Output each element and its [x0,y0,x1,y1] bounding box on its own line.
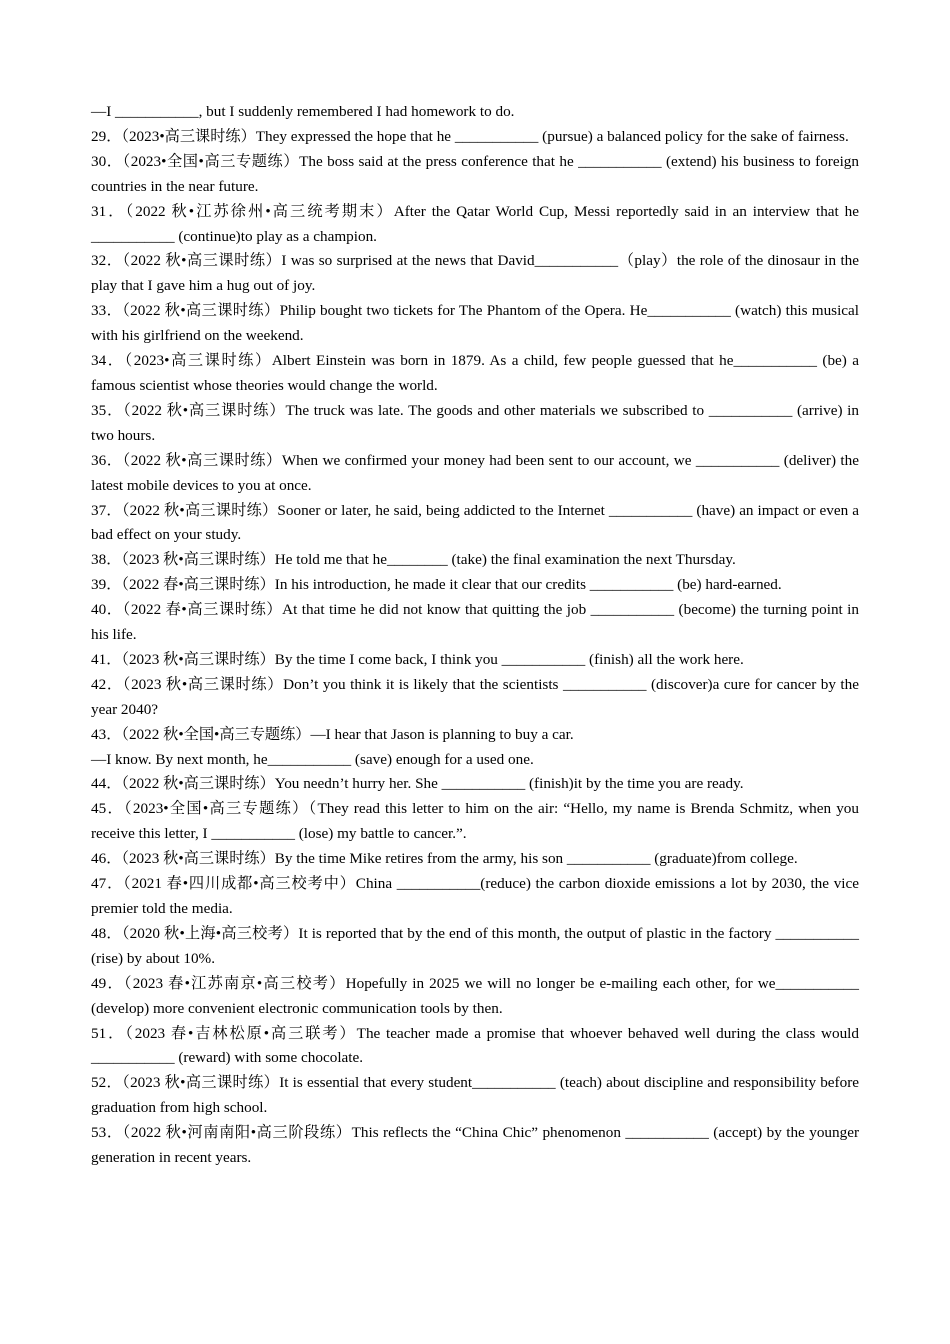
question-53: 53．（2022 秋•河南南阳•高三阶段练）This reflects the “China Chic” phenomenon ___________ (accept) by the younger generation in recent years. [91,1124,859,1167]
question-29: 29．（2023•高三课时练）They expressed the hope that he ___________ (pursue) a balanced policy for the sake of fairness. [91,127,849,145]
question-39: 39．（2022 春•高三课时练）In his introduction, he made it clear that our credits ___________ (be) hard-earned. [91,576,782,594]
question-36: 36．（2022 秋•高三课时练）When we confirmed your money had been sent to our account, we ___________ (deliver) the latest mobile devices to you at once. [91,451,859,494]
question-31: 31．（2022 秋•江苏徐州•高三统考期末）After the Qatar World Cup, Messi reportedly said in an interview that he ___________ (continue)to play as a champion. [91,202,859,245]
question-37: 37．（2022 秋•高三课时练）Sooner or later, he said, being addicted to the Internet ___________ (have) an impact or even a bad effect on your study. [91,501,859,544]
question-34: 34．（2023•高三课时练）Albert Einstein was born in 1879. As a child, few people guessed that he___________ (be) a famous scientist whose theories would change the world. [91,352,859,394]
question-33: 33．（2022 秋•高三课时练）Philip bought two tickets for The Phantom of the Opera. He___________ (watch) this musical with his girlfriend on the weekend. [91,302,859,345]
question-30: 30．（2023•全国•高三专题练）The boss said at the press conference that he ___________ (extend) his business to foreign countries in the near future. [91,152,859,195]
question-42: 42．（2023 秋•高三课时练）Don’t you think it is likely that the scientists ___________ (discover)a cure for cancer by the year 2040? [91,675,859,718]
question-38: 38．（2023 秋•高三课时练）He told me that he________ (take) the final examination the next Thursday. [91,551,736,569]
question-43: 43．（2022 秋•全国•高三专题练）—I hear that Jason is planning to buy a car. [91,725,574,743]
question-41: 41．（2023 秋•高三课时练）By the time I come back, I think you ___________ (finish) all the work here. [91,650,744,668]
question-35: 35．（2022 秋•高三课时练）The truck was late. The goods and other materials we subscribed to ___________ (arrive) in two hours. [91,401,859,444]
dialogue-line: —I ___________, but I suddenly remembered I had homework to do. [91,103,515,120]
question-40: 40．（2022 春•高三课时练）At that time he did not know that quitting the job ___________ (become) the turning point in his life. [91,601,859,644]
question-48: 48．（2020 秋•上海•高三校考）It is reported that by the end of this month, the output of plastic in the factory ___________ (rise) by about 10%. [91,924,859,967]
question-51: 51．（2023 春•吉林松原•高三联考）The teacher made a promise that whoever behaved well during the class would ___________ (reward) with some chocolate. [91,1024,859,1067]
question-32: 32．（2022 秋•高三课时练）I was so surprised at the news that David___________（play）the role of the dinosaur in the play that I gave him a hug out of joy. [91,252,859,295]
question-44: 44．（2022 秋•高三课时练）You needn’t hurry her. She ___________ (finish)it by the time you are ready. [91,775,744,793]
question-46: 46．（2023 秋•高三课时练）By the time Mike retires from the army, his son ___________ (graduate)from college. [91,850,798,868]
question-45: 45．（2023•全国•高三专题练）（They read this letter to him on the air: “Hello, my name is Brenda Schmitz, when you receive this letter, I ___________ (lose) my battle to cancer.”. [91,800,859,843]
question-47: 47．（2021 春•四川成都•高三校考中）China ___________(reduce) the carbon dioxide emissions a lot by 2030, the vice premier told the media. [91,875,859,917]
question-49: 49．（2023 春•江苏南京•高三校考）Hopefully in 2025 we will no longer be e-mailing each other, for we___________ (develop) more convenient electronic communication tools by then. [91,974,859,1017]
document-page [91,100,859,1171]
dialogue-line: —I know. By next month, he___________ (save) enough for a used one. [91,750,534,768]
question-52: 52．（2023 秋•高三课时练）It is essential that every student___________ (teach) about discipline and responsibility before graduation from high school. [91,1074,859,1117]
